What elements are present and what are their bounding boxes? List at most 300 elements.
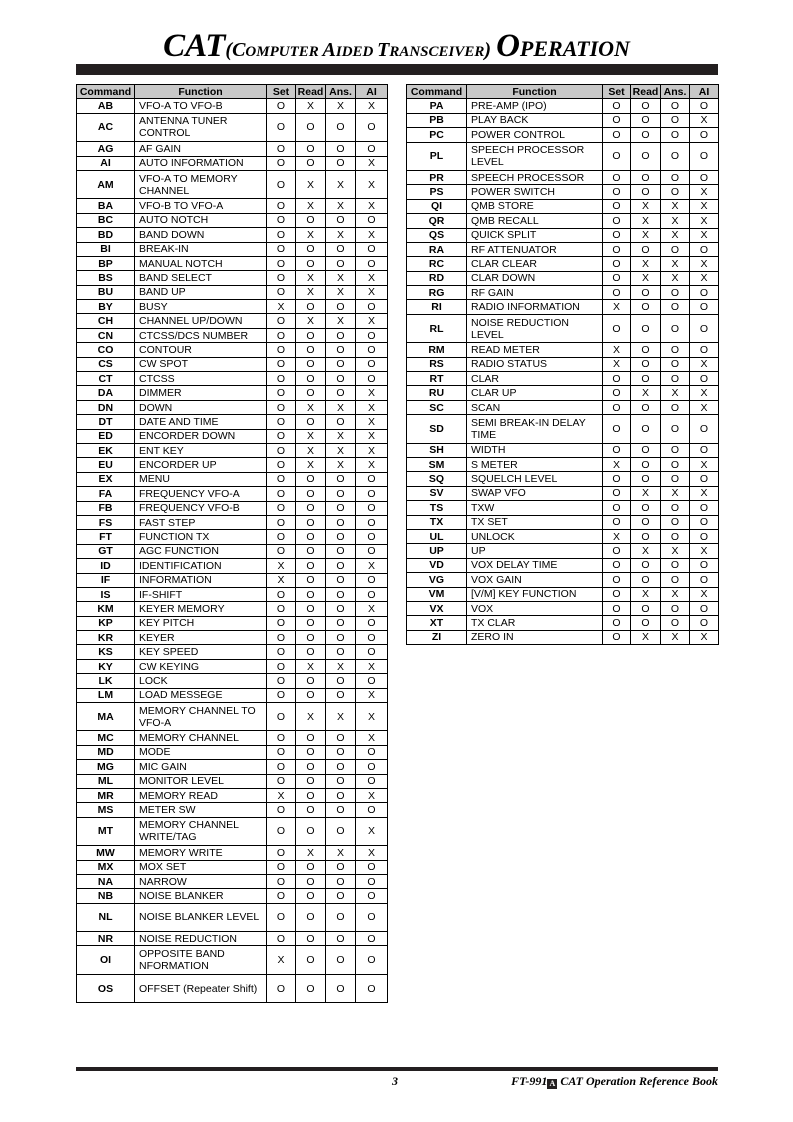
table-row — [77, 458, 388, 472]
set-cell: O — [603, 601, 631, 615]
table-row — [77, 889, 388, 903]
set-cell: O — [267, 113, 296, 141]
set-cell: O — [603, 486, 631, 500]
header-ai: AI — [690, 85, 719, 99]
function-cell: VOX DELAY TIME — [467, 558, 603, 572]
ans-cell: O — [326, 357, 356, 371]
read-cell: O — [296, 515, 326, 529]
function-cell: NOISE REDUCTION LEVEL — [467, 314, 603, 342]
ai-cell: X — [356, 314, 388, 328]
command-cell: RA — [407, 242, 467, 256]
function-cell: SPEECH PROCESSOR — [467, 170, 603, 184]
read-cell: O — [631, 529, 661, 543]
ai-cell: X — [690, 228, 719, 242]
set-cell: O — [267, 515, 296, 529]
set-cell: X — [267, 788, 296, 802]
function-cell: MENU — [135, 472, 267, 486]
table-row — [77, 846, 388, 860]
read-cell: O — [296, 300, 326, 314]
table-row — [77, 974, 388, 1002]
command-cell: BS — [77, 271, 135, 285]
table-row — [77, 515, 388, 529]
read-cell: O — [296, 501, 326, 515]
command-cell: CN — [77, 328, 135, 342]
table-row — [77, 631, 388, 645]
function-cell: RF ATTENUATOR — [467, 242, 603, 256]
table-row — [407, 286, 719, 300]
set-cell: O — [267, 271, 296, 285]
command-cell: MT — [77, 817, 135, 845]
function-cell: BUSY — [135, 300, 267, 314]
command-cell: QS — [407, 228, 467, 242]
function-cell: UNLOCK — [467, 529, 603, 543]
set-cell: O — [267, 99, 296, 113]
function-cell: TXW — [467, 501, 603, 515]
ans-cell: O — [326, 587, 356, 601]
ans-cell: O — [661, 343, 690, 357]
set-cell: O — [603, 501, 631, 515]
ai-cell: O — [356, 803, 388, 817]
header-set: Set — [603, 85, 631, 99]
ans-cell: O — [661, 529, 690, 543]
set-cell: O — [603, 228, 631, 242]
ans-cell: O — [661, 170, 690, 184]
set-cell: O — [267, 487, 296, 501]
read-cell: O — [296, 860, 326, 874]
ai-cell: X — [690, 630, 719, 644]
set-cell: O — [267, 817, 296, 845]
function-cell: OFFSET (Repeater Shift) — [135, 974, 267, 1002]
ai-cell: O — [356, 616, 388, 630]
ans-cell: O — [326, 515, 356, 529]
table-row — [77, 285, 388, 299]
ans-cell: O — [661, 242, 690, 256]
function-cell: WIDTH — [467, 443, 603, 457]
header-function: Function — [467, 85, 603, 99]
ans-cell: X — [326, 170, 356, 198]
ai-cell: X — [690, 113, 719, 127]
function-cell: ANTENNA TUNER CONTROL — [135, 113, 267, 141]
set-cell: O — [603, 257, 631, 271]
function-cell: MIC GAIN — [135, 760, 267, 774]
read-cell: O — [631, 616, 661, 630]
table-row — [407, 558, 719, 572]
command-cell: BU — [77, 285, 135, 299]
function-cell: VFO-B TO VFO-A — [135, 199, 267, 213]
command-table-right — [406, 84, 719, 645]
table-row — [407, 443, 719, 457]
ans-cell: X — [661, 486, 690, 500]
ai-cell: O — [356, 889, 388, 903]
table-row — [407, 343, 719, 357]
book-title: FT-991 A CAT Operation Reference Book — [511, 1074, 718, 1088]
command-cell: AC — [77, 113, 135, 141]
read-cell: O — [296, 256, 326, 270]
set-cell: X — [267, 300, 296, 314]
ai-cell: X — [356, 386, 388, 400]
read-cell: O — [631, 601, 661, 615]
command-cell: MG — [77, 760, 135, 774]
ans-cell: O — [661, 400, 690, 414]
table-row — [77, 213, 388, 227]
command-cell: FB — [77, 501, 135, 515]
table-row — [77, 170, 388, 198]
command-cell: EU — [77, 458, 135, 472]
read-cell: O — [631, 515, 661, 529]
read-cell: X — [296, 99, 326, 113]
read-cell: O — [631, 415, 661, 443]
command-cell: AB — [77, 99, 135, 113]
command-cell: IF — [77, 573, 135, 587]
ai-cell: O — [356, 472, 388, 486]
read-cell: O — [296, 357, 326, 371]
ai-cell: X — [690, 486, 719, 500]
table-row — [77, 674, 388, 688]
ai-cell: O — [690, 601, 719, 615]
read-cell: O — [631, 400, 661, 414]
ans-cell: O — [326, 256, 356, 270]
table-row — [77, 932, 388, 946]
ai-cell: O — [690, 372, 719, 386]
ans-cell: O — [661, 443, 690, 457]
set-cell: O — [267, 242, 296, 256]
ans-cell: X — [661, 630, 690, 644]
read-cell: X — [296, 199, 326, 213]
ans-cell: X — [326, 271, 356, 285]
ans-cell: X — [326, 285, 356, 299]
read-cell: X — [296, 271, 326, 285]
ai-cell: X — [356, 688, 388, 702]
read-cell: X — [296, 443, 326, 457]
command-cell: PL — [407, 142, 467, 170]
set-cell: O — [267, 860, 296, 874]
ai-cell: X — [690, 357, 719, 371]
table-row — [407, 242, 719, 256]
read-cell: O — [296, 415, 326, 429]
function-cell: QUICK SPLIT — [467, 228, 603, 242]
ai-cell: X — [356, 788, 388, 802]
function-cell: PRE-AMP (IPO) — [467, 99, 603, 113]
ans-cell: O — [326, 803, 356, 817]
read-cell: O — [631, 185, 661, 199]
ai-cell: X — [356, 285, 388, 299]
command-cell: BI — [77, 242, 135, 256]
table-row — [407, 372, 719, 386]
function-cell: INFORMATION — [135, 573, 267, 587]
ai-cell: O — [690, 515, 719, 529]
table-row — [77, 903, 388, 931]
table-header-row — [407, 85, 719, 99]
read-cell: O — [296, 242, 326, 256]
function-cell: AF GAIN — [135, 142, 267, 156]
ai-cell: X — [356, 170, 388, 198]
command-cell: EK — [77, 443, 135, 457]
set-cell: O — [267, 889, 296, 903]
command-cell: VM — [407, 587, 467, 601]
set-cell: O — [267, 616, 296, 630]
ans-cell: O — [326, 774, 356, 788]
read-cell: X — [631, 228, 661, 242]
function-cell: CLAR — [467, 372, 603, 386]
ans-cell: X — [326, 429, 356, 443]
command-cell: SV — [407, 486, 467, 500]
table-row — [77, 659, 388, 673]
command-cell: ML — [77, 774, 135, 788]
ai-cell: X — [690, 386, 719, 400]
function-cell: MONITOR LEVEL — [135, 774, 267, 788]
ai-cell: O — [356, 544, 388, 558]
ans-cell: O — [326, 745, 356, 759]
command-cell: BP — [77, 256, 135, 270]
table-row — [407, 601, 719, 615]
ai-cell: O — [356, 674, 388, 688]
function-cell: S METER — [467, 457, 603, 471]
read-cell: O — [296, 817, 326, 845]
function-cell: POWER SWITCH — [467, 185, 603, 199]
page-title: CAT(COMPUTER AIDED TRANSCEIVER) OPERATION — [163, 28, 630, 64]
set-cell: O — [603, 415, 631, 443]
ai-cell: O — [690, 128, 719, 142]
table-row — [77, 443, 388, 457]
ans-cell: O — [326, 113, 356, 141]
ans-cell: O — [326, 242, 356, 256]
ai-cell: X — [356, 443, 388, 457]
function-cell: NARROW — [135, 874, 267, 888]
read-cell: O — [296, 974, 326, 1002]
ai-cell: O — [356, 745, 388, 759]
ai-cell: X — [356, 228, 388, 242]
command-cell: BA — [77, 199, 135, 213]
ai-cell: O — [356, 357, 388, 371]
ai-cell: X — [356, 703, 388, 731]
table-row — [407, 185, 719, 199]
table-row — [77, 530, 388, 544]
command-cell: MR — [77, 788, 135, 802]
header-command: Command — [77, 85, 135, 99]
read-cell: X — [296, 458, 326, 472]
command-cell: XT — [407, 616, 467, 630]
read-cell: O — [631, 372, 661, 386]
table-row — [407, 630, 719, 644]
table-row — [77, 487, 388, 501]
function-cell: MANUAL NOTCH — [135, 256, 267, 270]
read-cell: O — [631, 128, 661, 142]
ans-cell: O — [326, 544, 356, 558]
header-function: Function — [135, 85, 267, 99]
ans-cell: O — [326, 213, 356, 227]
ans-cell: O — [326, 300, 356, 314]
ai-cell: O — [356, 860, 388, 874]
set-cell: O — [267, 846, 296, 860]
set-cell: O — [603, 286, 631, 300]
command-cell: CS — [77, 357, 135, 371]
command-cell: SQ — [407, 472, 467, 486]
ai-cell: X — [690, 400, 719, 414]
ans-cell: O — [661, 357, 690, 371]
read-cell: O — [296, 645, 326, 659]
read-cell: O — [296, 213, 326, 227]
ai-cell: O — [356, 946, 388, 974]
table-row — [77, 860, 388, 874]
set-cell: O — [603, 113, 631, 127]
ans-cell: X — [661, 214, 690, 228]
function-cell: [V/M] KEY FUNCTION — [467, 587, 603, 601]
read-cell: O — [296, 616, 326, 630]
command-cell: KY — [77, 659, 135, 673]
function-cell: DATE AND TIME — [135, 415, 267, 429]
read-cell: X — [631, 214, 661, 228]
function-cell: BAND SELECT — [135, 271, 267, 285]
function-cell: MEMORY CHANNEL WRITE/TAG — [135, 817, 267, 845]
table-row — [77, 372, 388, 386]
header-read: Read — [296, 85, 326, 99]
read-cell: O — [296, 113, 326, 141]
set-cell: O — [603, 271, 631, 285]
command-cell: ED — [77, 429, 135, 443]
read-cell: O — [296, 573, 326, 587]
function-cell: PLAY BACK — [467, 113, 603, 127]
set-cell: O — [603, 128, 631, 142]
function-cell: VOX — [467, 601, 603, 615]
ai-cell: O — [356, 530, 388, 544]
read-cell: O — [296, 788, 326, 802]
ans-cell: O — [326, 874, 356, 888]
command-cell: RM — [407, 343, 467, 357]
function-cell: KEYER — [135, 631, 267, 645]
read-cell: O — [631, 99, 661, 113]
set-cell: O — [267, 731, 296, 745]
command-cell: BD — [77, 228, 135, 242]
ans-cell: O — [661, 616, 690, 630]
ans-cell: X — [326, 400, 356, 414]
ans-cell: O — [661, 601, 690, 615]
command-cell: AM — [77, 170, 135, 198]
ai-cell: X — [356, 846, 388, 860]
command-cell: NB — [77, 889, 135, 903]
ai-cell: X — [690, 185, 719, 199]
read-cell: X — [296, 285, 326, 299]
table-row — [77, 271, 388, 285]
function-cell: TX SET — [467, 515, 603, 529]
function-cell: SWAP VFO — [467, 486, 603, 500]
function-cell: POWER CONTROL — [467, 128, 603, 142]
command-cell: VG — [407, 573, 467, 587]
set-cell: O — [267, 874, 296, 888]
ans-cell: O — [326, 501, 356, 515]
ans-cell: O — [326, 386, 356, 400]
ans-cell: O — [661, 113, 690, 127]
set-cell: O — [267, 372, 296, 386]
ans-cell: O — [326, 731, 356, 745]
set-cell: O — [267, 587, 296, 601]
ans-cell: X — [661, 587, 690, 601]
ans-cell: O — [661, 286, 690, 300]
function-cell: MODE — [135, 745, 267, 759]
read-cell: O — [296, 544, 326, 558]
command-cell: OS — [77, 974, 135, 1002]
set-cell: O — [603, 558, 631, 572]
command-cell: CH — [77, 314, 135, 328]
table-row — [407, 142, 719, 170]
set-cell: O — [267, 974, 296, 1002]
command-cell: QI — [407, 199, 467, 213]
ai-cell: X — [356, 199, 388, 213]
command-cell: PS — [407, 185, 467, 199]
ans-cell: O — [661, 558, 690, 572]
ai-cell: O — [690, 573, 719, 587]
set-cell: O — [267, 688, 296, 702]
command-cell: RU — [407, 386, 467, 400]
command-cell: SD — [407, 415, 467, 443]
ans-cell: O — [661, 372, 690, 386]
set-cell: O — [267, 213, 296, 227]
function-cell: ENCORDER DOWN — [135, 429, 267, 443]
command-cell: QR — [407, 214, 467, 228]
read-cell: X — [296, 429, 326, 443]
table-row — [77, 343, 388, 357]
table-row — [407, 616, 719, 630]
table-row — [77, 587, 388, 601]
set-cell: O — [603, 99, 631, 113]
function-cell: CW SPOT — [135, 357, 267, 371]
set-cell: O — [267, 199, 296, 213]
command-table-left — [76, 84, 388, 1003]
function-cell: KEY PITCH — [135, 616, 267, 630]
ans-cell: O — [326, 559, 356, 573]
ans-cell: X — [326, 443, 356, 457]
ai-cell: O — [356, 903, 388, 931]
command-cell: MX — [77, 860, 135, 874]
command-cell: SH — [407, 443, 467, 457]
set-cell: O — [267, 659, 296, 673]
command-cell: AG — [77, 142, 135, 156]
set-cell: O — [603, 142, 631, 170]
read-cell: O — [631, 170, 661, 184]
read-cell: O — [631, 113, 661, 127]
table-row — [77, 357, 388, 371]
command-cell: LK — [77, 674, 135, 688]
set-cell: O — [267, 400, 296, 414]
ans-cell: O — [326, 631, 356, 645]
command-cell: SM — [407, 457, 467, 471]
ans-cell: X — [326, 846, 356, 860]
ai-cell: O — [690, 242, 719, 256]
ai-cell: O — [356, 328, 388, 342]
read-cell: O — [296, 674, 326, 688]
command-cell: RI — [407, 300, 467, 314]
function-cell: QMB STORE — [467, 199, 603, 213]
command-cell: IS — [77, 587, 135, 601]
ans-cell: O — [326, 372, 356, 386]
table-row — [77, 328, 388, 342]
command-cell: MD — [77, 745, 135, 759]
set-cell: O — [267, 903, 296, 931]
read-cell: X — [631, 386, 661, 400]
function-cell: NOISE BLANKER LEVEL — [135, 903, 267, 931]
function-cell: OPPOSITE BAND NFORMATION — [135, 946, 267, 974]
ai-cell: X — [356, 602, 388, 616]
ans-cell: O — [326, 472, 356, 486]
table-row — [407, 228, 719, 242]
read-cell: O — [296, 889, 326, 903]
set-cell: O — [603, 314, 631, 342]
set-cell: O — [603, 616, 631, 630]
read-cell: O — [296, 631, 326, 645]
ai-cell: O — [356, 645, 388, 659]
set-cell: O — [267, 328, 296, 342]
set-cell: O — [267, 285, 296, 299]
table-row — [77, 429, 388, 443]
